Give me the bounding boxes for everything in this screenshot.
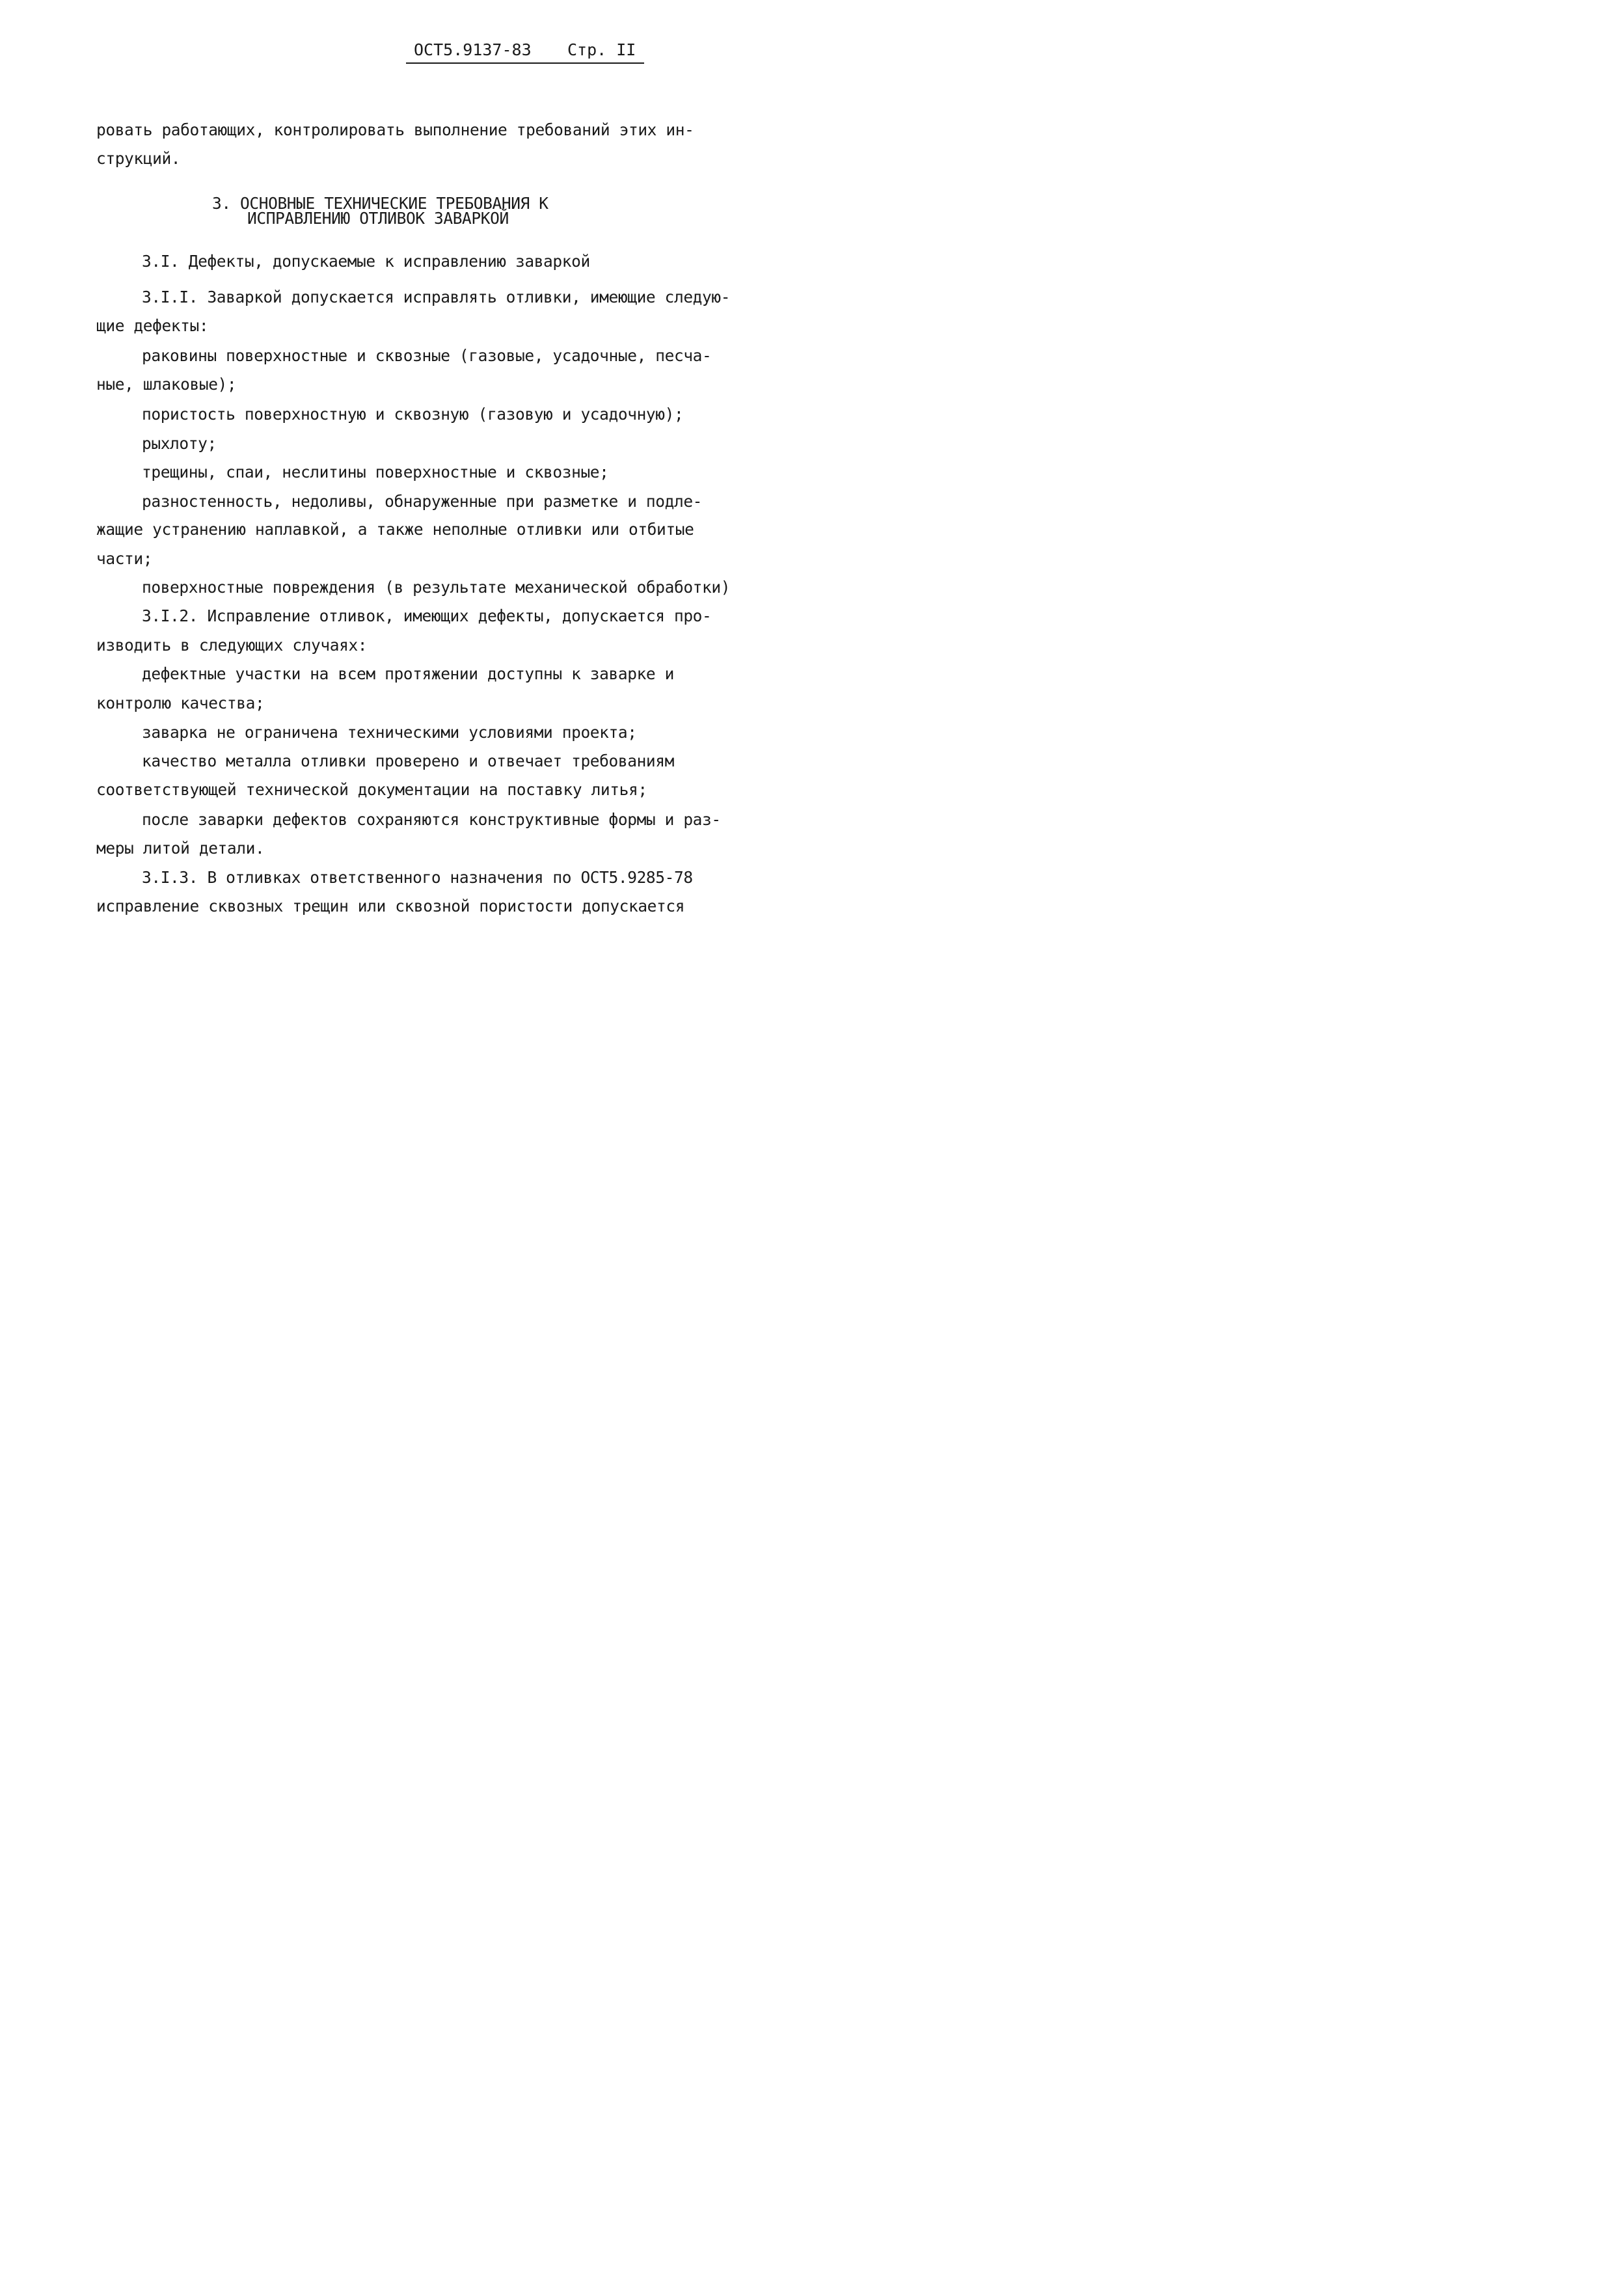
text-line: ные, шлаковые); bbox=[96, 375, 237, 394]
text-line: поверхностные повреждения (в результате механической обработки) bbox=[142, 578, 731, 597]
document-page bbox=[0, 0, 731, 1010]
page-header bbox=[406, 38, 644, 64]
text-line: меры литой детали. bbox=[96, 839, 265, 858]
text-line: 3.I.2. Исправление отливок, имеющих дефекты, допускается про- bbox=[142, 606, 712, 625]
section-heading-line-2: ИСПРАВЛЕНИЮ ОТЛИВОК ЗАВАРКОЙ bbox=[247, 209, 509, 228]
text-line: контролю качества; bbox=[96, 694, 265, 712]
text-line: соответствующей технической документации на поставку литья; bbox=[96, 780, 647, 799]
text-line: струкций. bbox=[96, 149, 181, 168]
text-line: дефектные участки на всем протяжении доступны к заварке и bbox=[142, 664, 674, 683]
page-number: Стр. II bbox=[567, 40, 636, 59]
text-line: после заварки дефектов сохраняются конструктивные формы и раз- bbox=[142, 810, 721, 829]
section-heading-line-1: 3. ОСНОВНЫЕ ТЕХНИЧЕСКИЕ ТРЕБОВАНИЯ К bbox=[212, 194, 548, 213]
text-line: 3.I.3. В отливках ответственного назначения по ОСТ5.9285-78 bbox=[142, 868, 693, 887]
text-line: разностенность, недоливы, обнаруженные при разметке и подле- bbox=[142, 492, 703, 511]
text-line: рыхлоту; bbox=[142, 434, 217, 453]
text-line: части; bbox=[96, 549, 153, 568]
text-line: трещины, спаи, неслитины поверхностные и сквозные; bbox=[142, 463, 609, 481]
text-line: раковины поверхностные и сквозные (газовые, усадочные, песча- bbox=[142, 346, 712, 365]
text-line: пористость поверхностную и сквозную (газовую и усадочную); bbox=[142, 405, 684, 424]
text-line: исправление сквозных трещин или сквозной пористости допускается bbox=[96, 897, 685, 915]
subsection-title: 3.I. Дефекты, допускаемые к исправлению заваркой bbox=[142, 252, 590, 271]
text-line: изводить в следующих случаях: bbox=[96, 636, 368, 655]
document-code: ОСТ5.9137-83 bbox=[414, 40, 532, 59]
text-line: щие дефекты: bbox=[96, 316, 209, 335]
text-line: заварка не ограничена техническими условиями проекта; bbox=[142, 723, 637, 742]
text-line: 3.I.I. Заваркой допускается исправлять отливки, имеющие следую- bbox=[142, 288, 731, 306]
text-line: жащие устранению наплавкой, а также неполные отливки или отбитые bbox=[96, 520, 694, 539]
text-line: ровать работающих, контролировать выполнение требований этих ин- bbox=[96, 120, 694, 139]
text-line: качество металла отливки проверено и отвечает требованиям bbox=[142, 752, 674, 770]
